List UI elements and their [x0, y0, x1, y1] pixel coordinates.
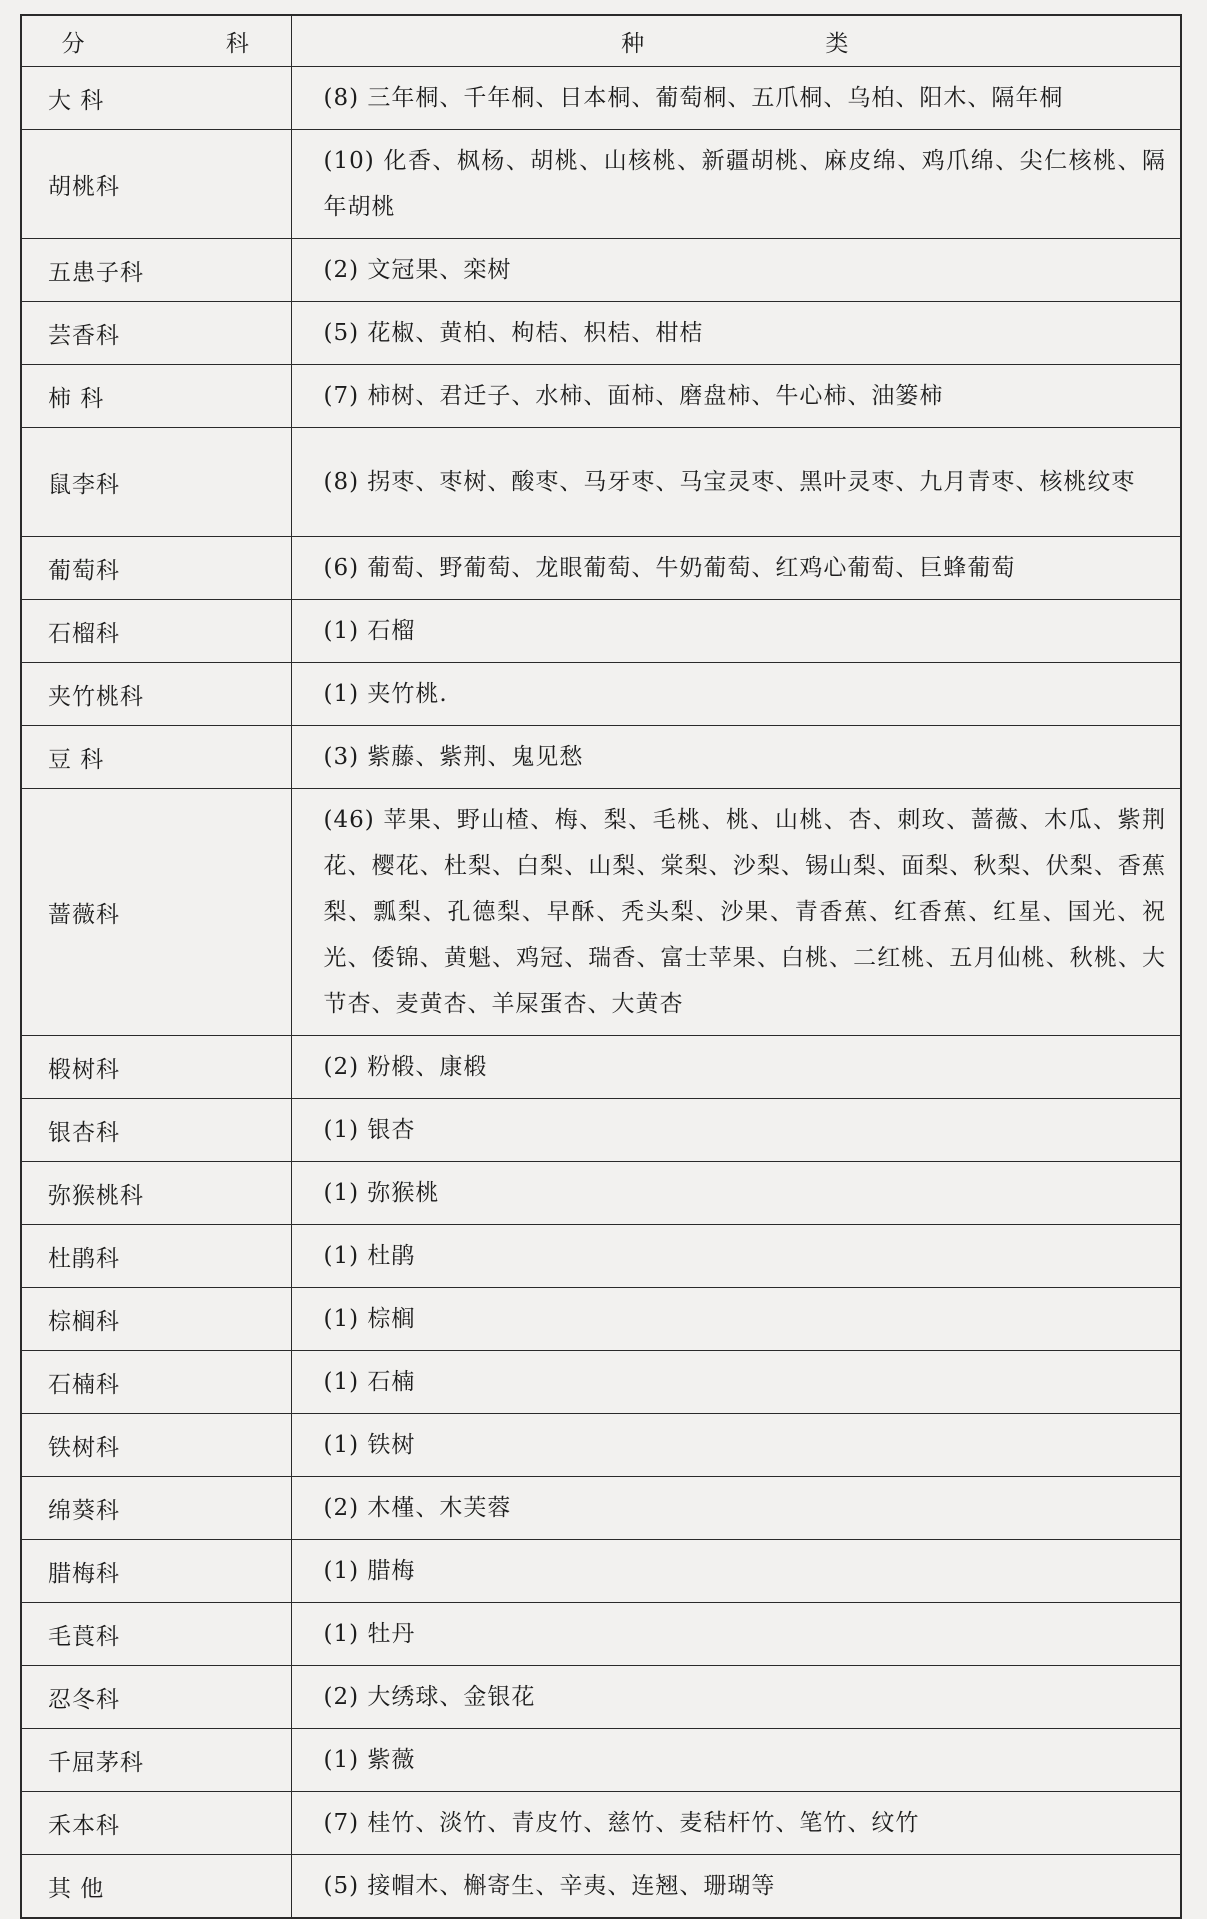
kinds-cell: (7) 桂竹、淡竹、青皮竹、慈竹、麦秸杆竹、笔竹、纹竹: [291, 1792, 1181, 1855]
table-row: [21, 1351, 1181, 1414]
family-cell: 银杏科: [21, 1099, 291, 1162]
family-cell: 棕榈科: [21, 1288, 291, 1351]
header-kinds: [291, 15, 1181, 67]
family-cell: 豆 科: [21, 726, 291, 789]
table-row: [21, 1288, 1181, 1351]
kinds-cell: (1) 铁树: [291, 1414, 1181, 1477]
family-cell: 胡桃科: [21, 130, 291, 239]
kinds-cell: (8) 三年桐、千年桐、日本桐、葡萄桐、五爪桐、乌柏、阳木、隔年桐: [291, 67, 1181, 130]
kinds-cell: (10) 化香、枫杨、胡桃、山核桃、新疆胡桃、麻皮绵、鸡爪绵、尖仁核桃、隔年胡桃: [291, 130, 1181, 239]
family-cell: 椴树科: [21, 1036, 291, 1099]
kinds-cell: (5) 花椒、黄柏、枸桔、枳桔、柑桔: [291, 302, 1181, 365]
table-row: [21, 1792, 1181, 1855]
family-cell: 忍冬科: [21, 1666, 291, 1729]
table-row: [21, 600, 1181, 663]
header-kinds-label: 种 类: [621, 30, 851, 57]
family-cell: 芸香科: [21, 302, 291, 365]
table-row: [21, 1603, 1181, 1666]
kinds-cell: (1) 牡丹: [291, 1603, 1181, 1666]
table-row: [21, 726, 1181, 789]
table-row: [21, 1099, 1181, 1162]
table-row: [21, 130, 1181, 239]
family-cell: 葡萄科: [21, 537, 291, 600]
kinds-cell: (6) 葡萄、野葡萄、龙眼葡萄、牛奶葡萄、红鸡心葡萄、巨蜂葡萄: [291, 537, 1181, 600]
kinds-cell: (1) 紫薇: [291, 1729, 1181, 1792]
kinds-cell: (8) 拐枣、枣树、酸枣、马牙枣、马宝灵枣、黑叶灵枣、九月青枣、核桃纹枣: [291, 428, 1181, 537]
kinds-cell: (1) 腊梅: [291, 1540, 1181, 1603]
table-row: [21, 1225, 1181, 1288]
family-cell: 鼠李科: [21, 428, 291, 537]
table-row: [21, 365, 1181, 428]
table-row: [21, 302, 1181, 365]
family-cell: 石楠科: [21, 1351, 291, 1414]
family-cell: 毛莨科: [21, 1603, 291, 1666]
family-cell: 大 科: [21, 67, 291, 130]
kinds-cell: (3) 紫藤、紫荆、鬼见愁: [291, 726, 1181, 789]
kinds-cell: (1) 石楠: [291, 1351, 1181, 1414]
table-row: [21, 663, 1181, 726]
kinds-cell: (7) 柿树、君迁子、水柿、面柿、磨盘柿、牛心柿、油篓柿: [291, 365, 1181, 428]
header-family: [21, 15, 291, 67]
kinds-cell: (1) 弥猴桃: [291, 1162, 1181, 1225]
kinds-cell: (1) 杜鹃: [291, 1225, 1181, 1288]
kinds-cell: (1) 银杏: [291, 1099, 1181, 1162]
table-row: [21, 1477, 1181, 1540]
kinds-cell: (1) 石榴: [291, 600, 1181, 663]
family-cell: 蔷薇科: [21, 789, 291, 1036]
family-cell: 夹竹桃科: [21, 663, 291, 726]
header-family-label: 分 科: [61, 30, 251, 57]
table-row: [21, 428, 1181, 537]
kinds-cell: (5) 接帽木、槲寄生、辛夷、连翘、珊瑚等: [291, 1855, 1181, 1919]
table-row: [21, 1666, 1181, 1729]
kinds-cell: (2) 大绣球、金银花: [291, 1666, 1181, 1729]
table-row: [21, 1540, 1181, 1603]
species-table: [20, 14, 1182, 1919]
table-body: [21, 67, 1181, 1919]
family-cell: 其 他: [21, 1855, 291, 1919]
family-cell: 柿 科: [21, 365, 291, 428]
table-header-row: [21, 15, 1181, 67]
kinds-cell: (1) 夹竹桃.: [291, 663, 1181, 726]
table-row: [21, 1855, 1181, 1919]
table-row: [21, 1036, 1181, 1099]
kinds-cell: (1) 棕榈: [291, 1288, 1181, 1351]
table-row: [21, 1162, 1181, 1225]
kinds-cell: (46) 苹果、野山楂、梅、梨、毛桃、桃、山桃、杏、刺玫、蔷薇、木瓜、紫荆花、樱花、杜梨、白梨、山梨、棠梨、沙梨、锡山梨、面梨、秋梨、伏梨、香蕉梨、瓢梨、孔德梨、早酥、秃头梨、沙果、青香蕉、红香蕉、红星、国光、祝光、倭锦、黄魁、鸡冠、瑞香、富士苹果、白桃、二红桃、五月仙桃、秋桃、大节杏、麦黄杏、羊屎蛋杏、大黄杏: [291, 789, 1181, 1036]
family-cell: 杜鹃科: [21, 1225, 291, 1288]
kinds-cell: (2) 文冠果、栾树: [291, 239, 1181, 302]
family-cell: 千屈茅科: [21, 1729, 291, 1792]
family-cell: 禾本科: [21, 1792, 291, 1855]
table-row: [21, 239, 1181, 302]
family-cell: 绵葵科: [21, 1477, 291, 1540]
table-row: [21, 1414, 1181, 1477]
table-row: [21, 789, 1181, 1036]
table-row: [21, 537, 1181, 600]
kinds-cell: (2) 粉椴、康椴: [291, 1036, 1181, 1099]
family-cell: 石榴科: [21, 600, 291, 663]
family-cell: 五患子科: [21, 239, 291, 302]
table-row: [21, 1729, 1181, 1792]
table-row: [21, 67, 1181, 130]
family-cell: 弥猴桃科: [21, 1162, 291, 1225]
family-cell: 腊梅科: [21, 1540, 291, 1603]
family-cell: 铁树科: [21, 1414, 291, 1477]
kinds-cell: (2) 木槿、木芙蓉: [291, 1477, 1181, 1540]
